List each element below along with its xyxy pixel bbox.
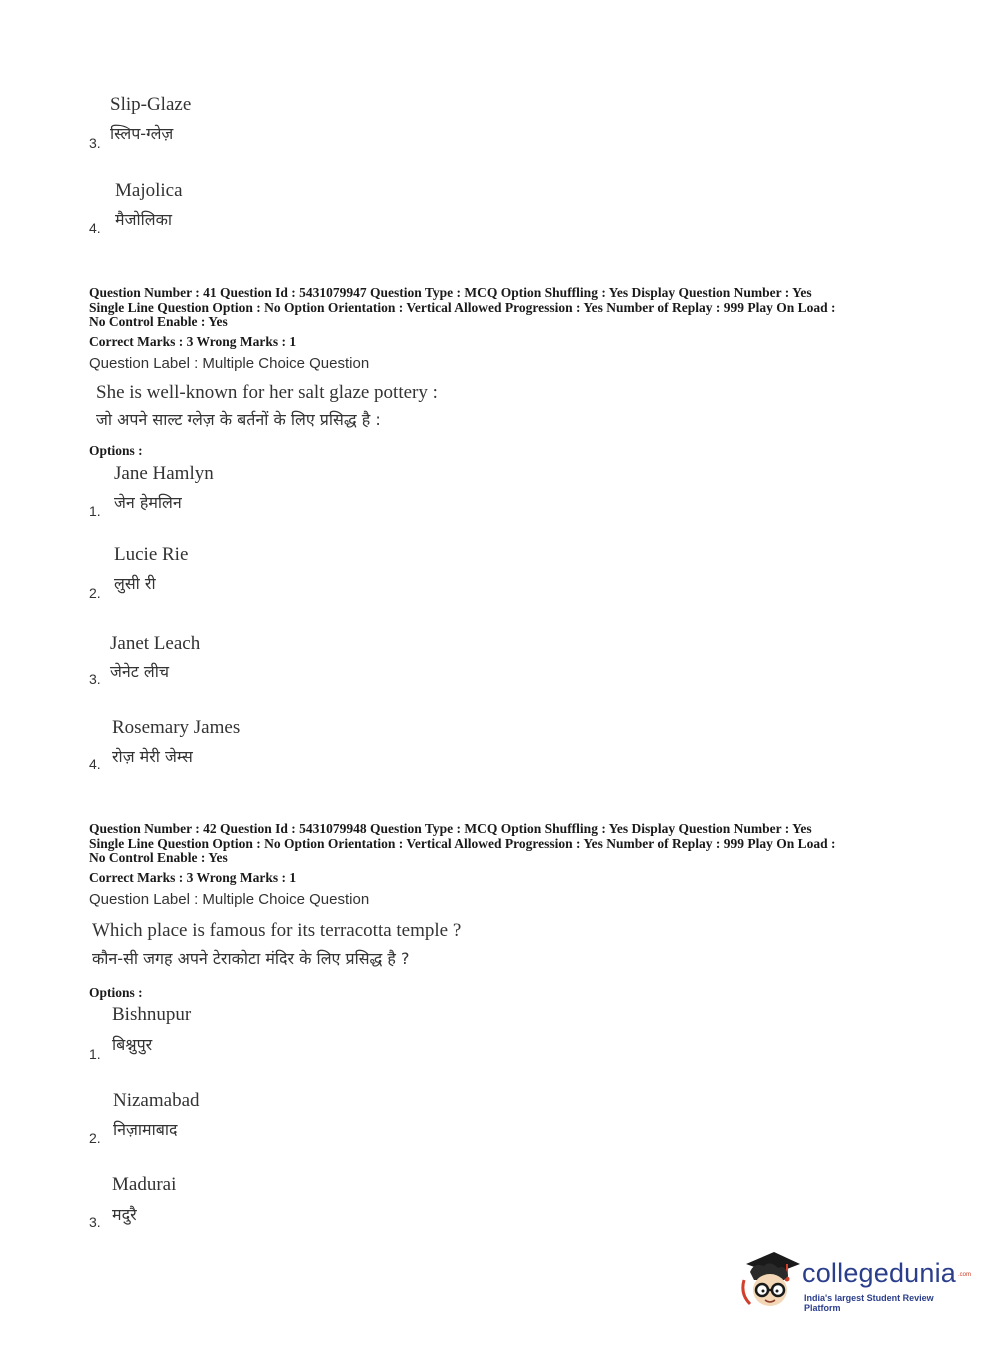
question-text-hindi: कौन-सी जगह अपने टेराकोटा मंदिर के लिए प्रसिद्ध है ? <box>92 949 410 968</box>
question-meta-line: No Control Enable : Yes <box>89 850 228 865</box>
question-marks: Correct Marks : 3 Wrong Marks : 1 <box>89 334 297 349</box>
option-number: 4. <box>89 756 101 772</box>
question-label: Question Label : Multiple Choice Question <box>89 355 370 372</box>
option-hindi: मदुरै <box>112 1205 137 1224</box>
collegedunia-logo[interactable] <box>740 1250 970 1320</box>
option-hindi: बिश्नुपुर <box>112 1035 153 1054</box>
option-hindi: स्लिप-ग्लेज़ <box>110 124 174 143</box>
option-hindi: जेनेट लीच <box>110 662 170 681</box>
option-number: 3. <box>89 1214 101 1230</box>
question-text-english: She is well-known for her salt glaze pottery : <box>96 382 438 403</box>
option-english: Jane Hamlyn <box>114 463 214 484</box>
option-english: Madurai <box>112 1174 177 1195</box>
question-text-english: Which place is famous for its terracotta temple ? <box>92 920 462 941</box>
question-meta-line: Single Line Question Option : No Option Orientation : Vertical Allowed Progression : Yes Number of Replay : 999 Play On Load : <box>89 300 836 315</box>
option-english: Lucie Rie <box>114 544 189 565</box>
option-hindi: निज़ामाबाद <box>113 1120 178 1139</box>
option-english: Slip-Glaze <box>110 94 192 115</box>
brand-domain: .com <box>958 1272 972 1278</box>
option-english: Bishnupur <box>112 1004 192 1025</box>
option-english: Majolica <box>115 180 183 201</box>
option-number: 3. <box>89 671 101 687</box>
option-number: 1. <box>89 503 101 519</box>
option-hindi: लुसी री <box>114 574 156 593</box>
option-hindi: जेन हेमलिन <box>114 493 182 512</box>
question-meta-line: No Control Enable : Yes <box>89 314 228 329</box>
options-label: Options : <box>89 985 143 1000</box>
question-meta-line: Question Number : 41 Question Id : 5431079947 Question Type : MCQ Option Shuffling : Yes Display Question Number : Yes <box>89 285 812 300</box>
option-english: Nizamabad <box>113 1090 200 1111</box>
question-marks: Correct Marks : 3 Wrong Marks : 1 <box>89 870 297 885</box>
option-number: 2. <box>89 585 101 601</box>
question-meta-line: Question Number : 42 Question Id : 5431079948 Question Type : MCQ Option Shuffling : Yes Display Question Number : Yes <box>89 821 812 836</box>
question-meta-line: Single Line Question Option : No Option Orientation : Vertical Allowed Progression : Yes Number of Replay : 999 Play On Load : <box>89 836 836 851</box>
option-hindi: रोज़ मेरी जेम्स <box>112 747 193 766</box>
option-number: 2. <box>89 1130 101 1146</box>
options-label: Options : <box>89 443 143 458</box>
option-number: 4. <box>89 220 101 236</box>
question-text-hindi: जो अपने साल्ट ग्लेज़ के बर्तनों के लिए प्रसिद्ध है : <box>96 410 381 429</box>
brand-name: collegedunia <box>802 1258 957 1288</box>
mascot-icon <box>740 1250 802 1314</box>
question-label: Question Label : Multiple Choice Question <box>89 891 370 908</box>
brand-tagline: India's largest Student Review Platform <box>804 1293 934 1313</box>
option-hindi: मैजोलिका <box>115 210 173 229</box>
option-number: 1. <box>89 1046 101 1062</box>
option-english: Janet Leach <box>110 633 201 654</box>
option-number: 3. <box>89 135 101 151</box>
option-english: Rosemary James <box>112 717 241 738</box>
